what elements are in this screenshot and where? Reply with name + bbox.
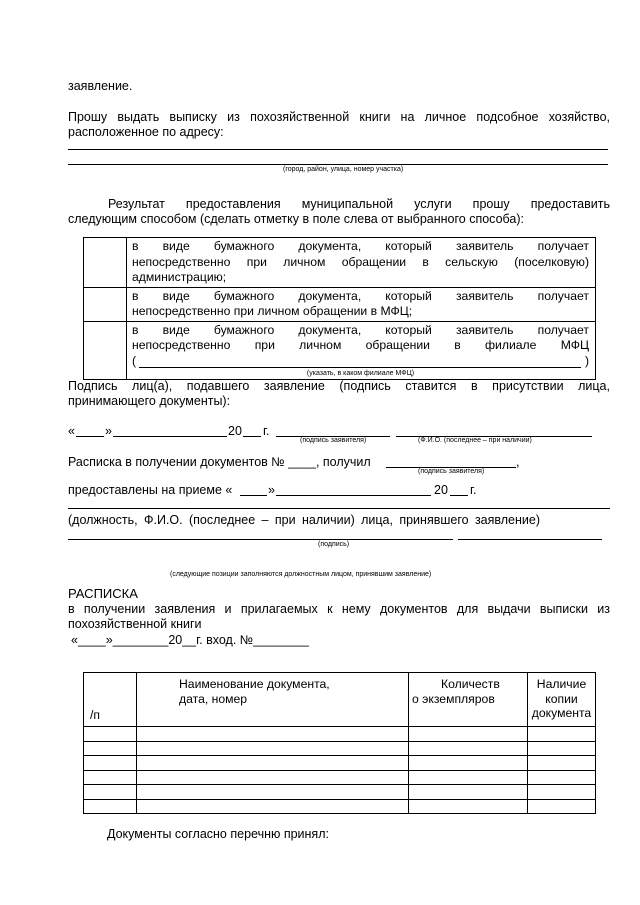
table-row bbox=[84, 785, 596, 800]
table-row bbox=[84, 727, 596, 742]
col-header-document bbox=[137, 673, 409, 727]
table-cell[interactable] bbox=[528, 785, 596, 800]
option-checkbox-administration[interactable] bbox=[84, 238, 127, 288]
table-cell[interactable] bbox=[137, 741, 409, 756]
col-header-quantity bbox=[409, 673, 528, 727]
table-cell[interactable] bbox=[409, 770, 528, 785]
table-cell[interactable] bbox=[137, 756, 409, 771]
table-cell[interactable] bbox=[409, 785, 528, 800]
address-caption: (город, район, улица, номер участка) bbox=[283, 166, 404, 173]
receipt-comma: , bbox=[516, 455, 520, 469]
documents-table-header bbox=[84, 673, 596, 727]
option-text-mfc-branch bbox=[127, 321, 596, 379]
option-3-line-2: непосредственно при личном обращении в филиале МФЦ bbox=[132, 338, 589, 352]
presented-day-field[interactable] bbox=[240, 495, 267, 496]
sign-date-close: » bbox=[105, 424, 112, 438]
table-cell[interactable] bbox=[137, 770, 409, 785]
table-row bbox=[84, 741, 596, 756]
signature-line-1: Подпись лиц(а), подавшего заявление (подпись ставится в присутствии лица, bbox=[68, 379, 610, 393]
table-row bbox=[84, 756, 596, 771]
raspiska-line-2: похозяйственной книги bbox=[68, 617, 202, 631]
sign-date-month-field[interactable] bbox=[113, 436, 227, 437]
receipt-note-text: Расписка в получении документов № ____, получил bbox=[68, 455, 371, 469]
cap-receipt-signature: (подпись заявителя) bbox=[418, 468, 485, 475]
text-zayavlenie: заявление. bbox=[68, 79, 133, 93]
table-cell[interactable] bbox=[409, 727, 528, 742]
raspiska-date-line: «____»________20__г. вход. №________ bbox=[71, 633, 309, 647]
presented-month-field[interactable] bbox=[276, 495, 431, 496]
option-text-administration bbox=[127, 238, 596, 288]
sign-date-g: г. bbox=[263, 424, 270, 438]
presented-year-prefix: 20 bbox=[434, 483, 448, 497]
sign-date-year-field[interactable] bbox=[243, 436, 261, 437]
presented-g: г. bbox=[470, 483, 477, 497]
sign-date-open: « bbox=[68, 424, 75, 438]
option-checkbox-mfc[interactable] bbox=[84, 287, 127, 321]
option-1-line-1: в виде бумажного документа, который заявитель получает bbox=[132, 239, 589, 253]
col-header-number bbox=[84, 673, 137, 727]
option-text-mfc bbox=[127, 287, 596, 321]
table-cell[interactable] bbox=[84, 770, 137, 785]
col-header-copy bbox=[528, 673, 596, 727]
col-header-document-line-2: дата, номер bbox=[179, 691, 248, 706]
address-field-line-2[interactable] bbox=[68, 164, 608, 165]
position-text: (должность, Ф.И.О. (последнее – при наличии) лица, принявшего заявление) bbox=[68, 513, 540, 527]
table-cell[interactable] bbox=[84, 727, 137, 742]
option-1-line-2: непосредственно при личном обращении в сельскую (поселковую) bbox=[132, 254, 589, 269]
official-signature-field[interactable] bbox=[68, 539, 453, 540]
option-row-mfc-branch bbox=[84, 321, 596, 379]
option-checkbox-mfc-branch[interactable] bbox=[84, 321, 127, 379]
cap-official-signature: (подпись) bbox=[318, 541, 350, 548]
request-line-2: расположенное по адресу: bbox=[68, 125, 224, 139]
option-2-line-2: непосредственно при личном обращении в МФЦ; bbox=[132, 304, 413, 318]
branch-open-paren: ( bbox=[132, 353, 137, 368]
raspiska-line-1: в получении заявления и прилагаемых к нему документов для выдачи выписки из bbox=[68, 602, 610, 616]
result-line-2: следующим способом (сделать отметку в поле слева от выбранного способа): bbox=[68, 212, 524, 226]
table-cell[interactable] bbox=[409, 741, 528, 756]
table-cell[interactable] bbox=[528, 770, 596, 785]
table-cell[interactable] bbox=[84, 741, 137, 756]
option-2-line-1: в виде бумажного документа, который заявитель получает bbox=[132, 288, 589, 303]
option-row-administration bbox=[84, 238, 596, 288]
sign-date-year-prefix: 20 bbox=[228, 424, 242, 438]
signature-line-2: принимающего документы): bbox=[68, 394, 231, 408]
col-header-copy-line-1: Наличие bbox=[536, 677, 587, 691]
branch-name-field[interactable] bbox=[139, 367, 581, 368]
col-header-number-label: /п bbox=[90, 707, 100, 722]
presented-prefix: предоставлены на приеме « bbox=[68, 483, 233, 497]
table-cell[interactable] bbox=[137, 785, 409, 800]
table-cell[interactable] bbox=[84, 756, 137, 771]
col-header-quantity-line-2: о экземпляров bbox=[412, 691, 495, 706]
table-cell[interactable] bbox=[409, 799, 528, 814]
raspiska-title: РАСПИСКА bbox=[68, 586, 138, 601]
branch-close-paren: ) bbox=[584, 353, 589, 368]
table-cell[interactable] bbox=[84, 785, 137, 800]
col-header-document-line-1: Наименование документа, bbox=[179, 677, 330, 691]
presented-year-field[interactable] bbox=[450, 495, 468, 496]
address-field-line-1[interactable] bbox=[68, 149, 608, 150]
table-cell[interactable] bbox=[137, 727, 409, 742]
option-3-line-1: в виде бумажного документа, который заявитель получает bbox=[132, 322, 589, 337]
cap-applicant-fio: (Ф.И.О. (последнее – при наличии) bbox=[418, 437, 532, 444]
option-row-mfc bbox=[84, 287, 596, 321]
table-cell[interactable] bbox=[528, 741, 596, 756]
option-1-line-3: администрацию; bbox=[132, 270, 227, 284]
col-header-copy-line-2: копии документа bbox=[531, 691, 592, 720]
table-cell[interactable] bbox=[409, 756, 528, 771]
result-line-1: Результат предоставления муниципальной услуги прошу предоставить bbox=[108, 197, 610, 211]
table-row bbox=[84, 770, 596, 785]
table-cell[interactable] bbox=[137, 799, 409, 814]
position-field-line[interactable] bbox=[68, 508, 610, 509]
table-cell[interactable] bbox=[84, 799, 137, 814]
documents-accepted-text: Документы согласно перечню принял: bbox=[107, 827, 329, 841]
cap-applicant-signature: (подпись заявителя) bbox=[300, 437, 367, 444]
table-row bbox=[84, 799, 596, 814]
presented-close: » bbox=[268, 483, 275, 497]
filled-by-official-note: (следующие позиции заполняются должностным лицом, принявшим заявление) bbox=[170, 571, 432, 578]
documents-table bbox=[83, 672, 596, 814]
branch-caption: (указать, в каком филиале МФЦ) bbox=[306, 369, 415, 377]
request-line-1: Прошу выдать выписку из похозяйственной книги на личное подсобное хозяйство, bbox=[68, 110, 610, 124]
table-cell[interactable] bbox=[528, 727, 596, 742]
official-name-field[interactable] bbox=[458, 539, 602, 540]
delivery-options-table bbox=[83, 237, 596, 380]
table-cell[interactable] bbox=[528, 799, 596, 814]
table-cell[interactable] bbox=[528, 756, 596, 771]
sign-date-day-field[interactable] bbox=[76, 436, 104, 437]
col-header-quantity-line-1: Количеств bbox=[441, 677, 500, 691]
